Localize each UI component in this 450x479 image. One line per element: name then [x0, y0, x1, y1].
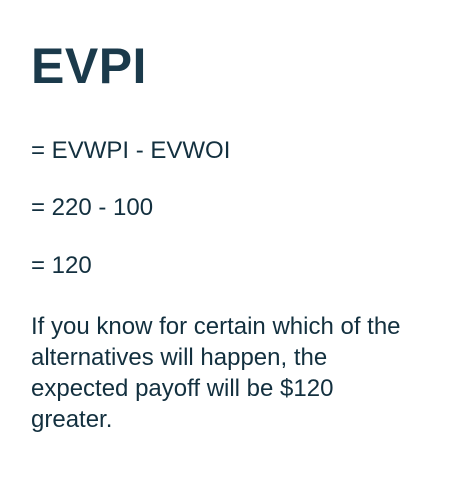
equation-line-result: = 120 — [31, 252, 92, 279]
slide-title: EVPI — [31, 38, 147, 94]
equation-line-substitution: = 220 - 100 — [31, 194, 154, 221]
equation-line-definition: = EVWPI - EVWOI — [31, 137, 231, 164]
explanation-text: If you know for certain which of the alternatives will happen, the expected payoff will be $120 greater. — [31, 313, 401, 433]
